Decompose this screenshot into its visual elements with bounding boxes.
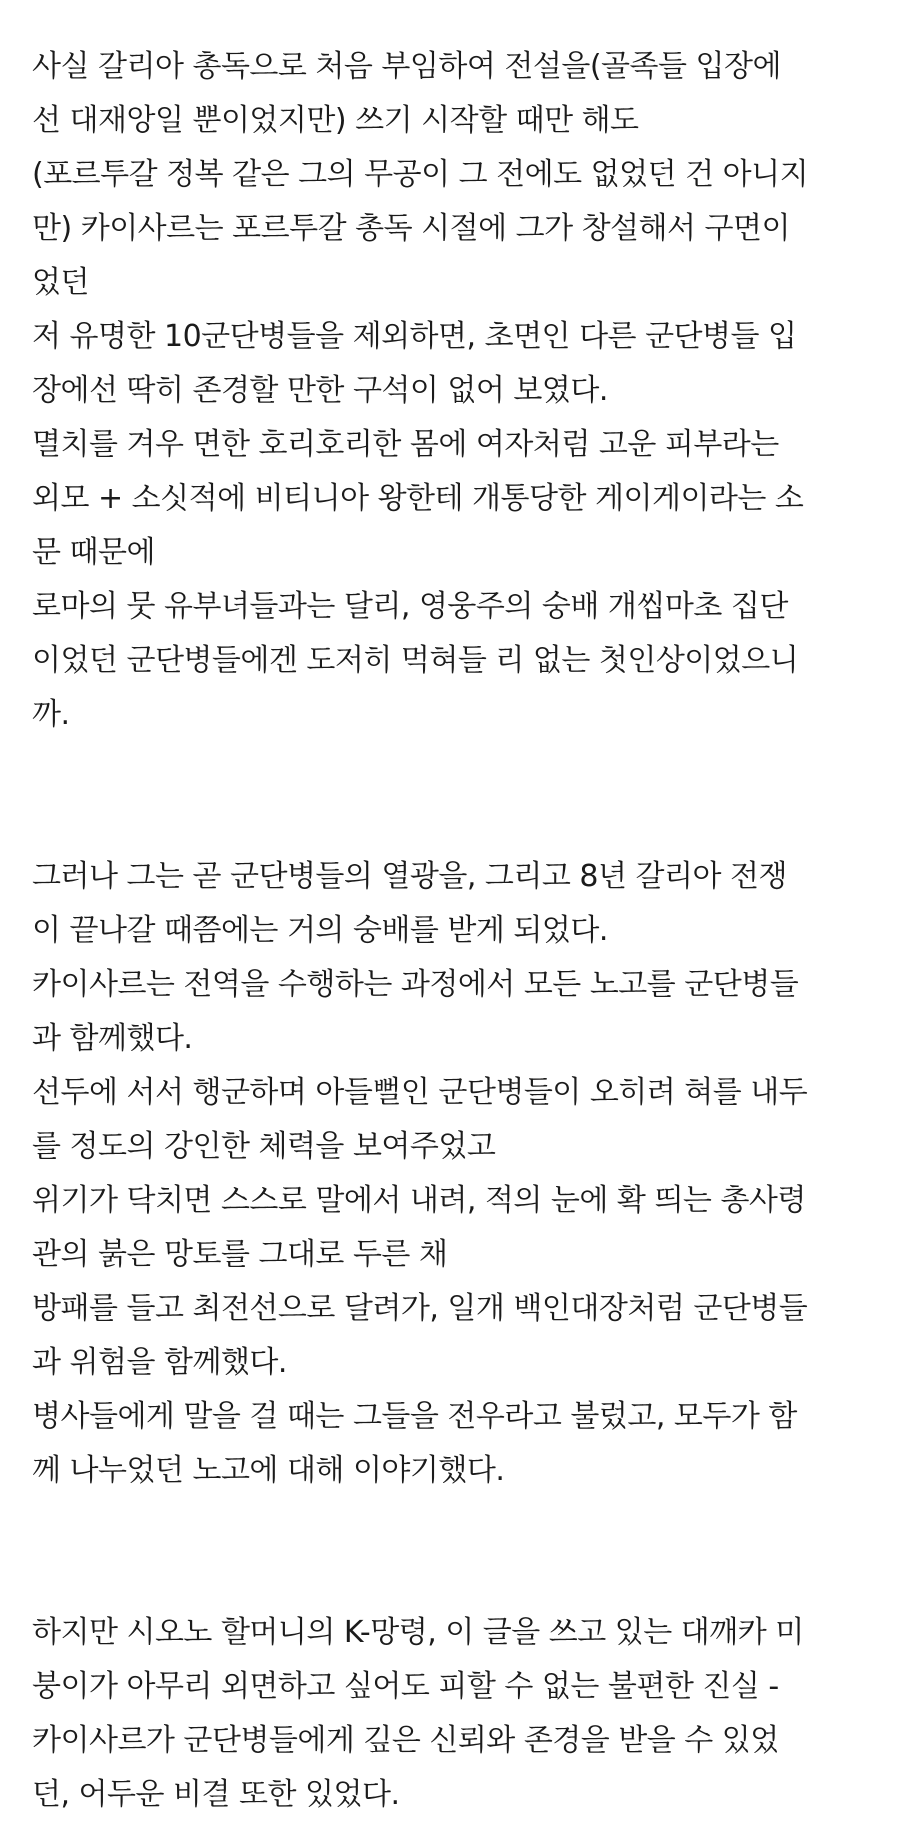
text-line: 과 위험을 함께했다. — [32, 1345, 287, 1380]
text-line: 카이사르는 전역을 수행하는 과정에서 모든 노고를 군단병들 — [32, 967, 799, 1002]
text-line: 이었던 군단병들에겐 도저히 먹혀들 리 없는 첫인상이었으니 — [32, 643, 799, 678]
text-line: 외모 + 소싯적에 비티니아 왕한테 개통당한 게이게이라는 소 — [32, 481, 804, 516]
text-line: (포르투갈 정복 같은 그의 무공이 그 전에도 없었던 건 아니지 — [32, 157, 809, 192]
text-line: 방패를 들고 최전선으로 달려가, 일개 백인대장처럼 군단병들 — [32, 1291, 808, 1326]
text-line: 로마의 뭇 유부녀들과는 달리, 영웅주의 숭배 개씹마초 집단 — [32, 589, 788, 624]
text-line: 저 유명한 10군단병들을 제외하면, 초면인 다른 군단병들 입 — [32, 319, 797, 354]
text-line: 사실 갈리아 총독으로 처음 부임하여 전설을(골족들 입장에 — [32, 49, 781, 84]
text-line: 선두에 서서 행군하며 아들뻘인 군단병들이 오히려 혀를 내두 — [32, 1075, 808, 1110]
text-line: 문 때문에 — [32, 535, 155, 570]
text-line: 를 정도의 강인한 체력을 보여주었고 — [32, 1129, 496, 1164]
text-line: 위기가 닥치면 스스로 말에서 내려, 적의 눈에 확 띄는 총사령 — [32, 1183, 806, 1218]
text-line: 까. — [32, 697, 70, 732]
text-line: 었던 — [32, 265, 89, 300]
text-line: 관의 붉은 망토를 그대로 두른 채 — [32, 1237, 448, 1272]
text-line: 과 함께했다. — [32, 1021, 193, 1056]
text-line: 병사들에게 말을 걸 때는 그들을 전우라고 불렀고, 모두가 함 — [32, 1399, 797, 1434]
text-line: 그러나 그는 곧 군단병들의 열광을, 그리고 8년 갈리아 전쟁 — [32, 859, 787, 894]
paragraph-spacer — [32, 1498, 872, 1606]
text-line: 붕이가 아무리 외면하고 싶어도 피할 수 없는 불편한 진실 - — [32, 1669, 779, 1704]
text-line: 선 대재앙일 뿐이었지만) 쓰기 시작할 때만 해도 — [32, 103, 639, 138]
text-line: 하지만 시오노 할머니의 K-망령, 이 글을 쓰고 있는 대깨카 미 — [32, 1615, 804, 1650]
text-line: 카이사르가 군단병들에게 깊은 신뢰와 존경을 받을 수 있었 — [32, 1723, 779, 1758]
paragraph-spacer — [32, 742, 872, 850]
text-line: 멸치를 겨우 면한 호리호리한 몸에 여자처럼 고운 피부라는 — [32, 427, 779, 462]
text-line: 던, 어두운 비결 또한 있었다. — [32, 1777, 400, 1812]
text-line: 께 나누었던 노고에 대해 이야기했다. — [32, 1453, 505, 1488]
text-line: 만) 카이사르는 포르투갈 총독 시절에 그가 창설해서 구면이 — [32, 211, 790, 246]
paragraph-1 — [32, 40, 872, 742]
text-line: 장에선 딱히 존경할 만한 구석이 없어 보였다. — [32, 373, 608, 408]
paragraph-2 — [32, 850, 872, 1498]
article-body — [32, 40, 872, 1822]
paragraph-3 — [32, 1606, 872, 1822]
text-line: 이 끝나갈 때쯤에는 거의 숭배를 받게 되었다. — [32, 913, 608, 948]
